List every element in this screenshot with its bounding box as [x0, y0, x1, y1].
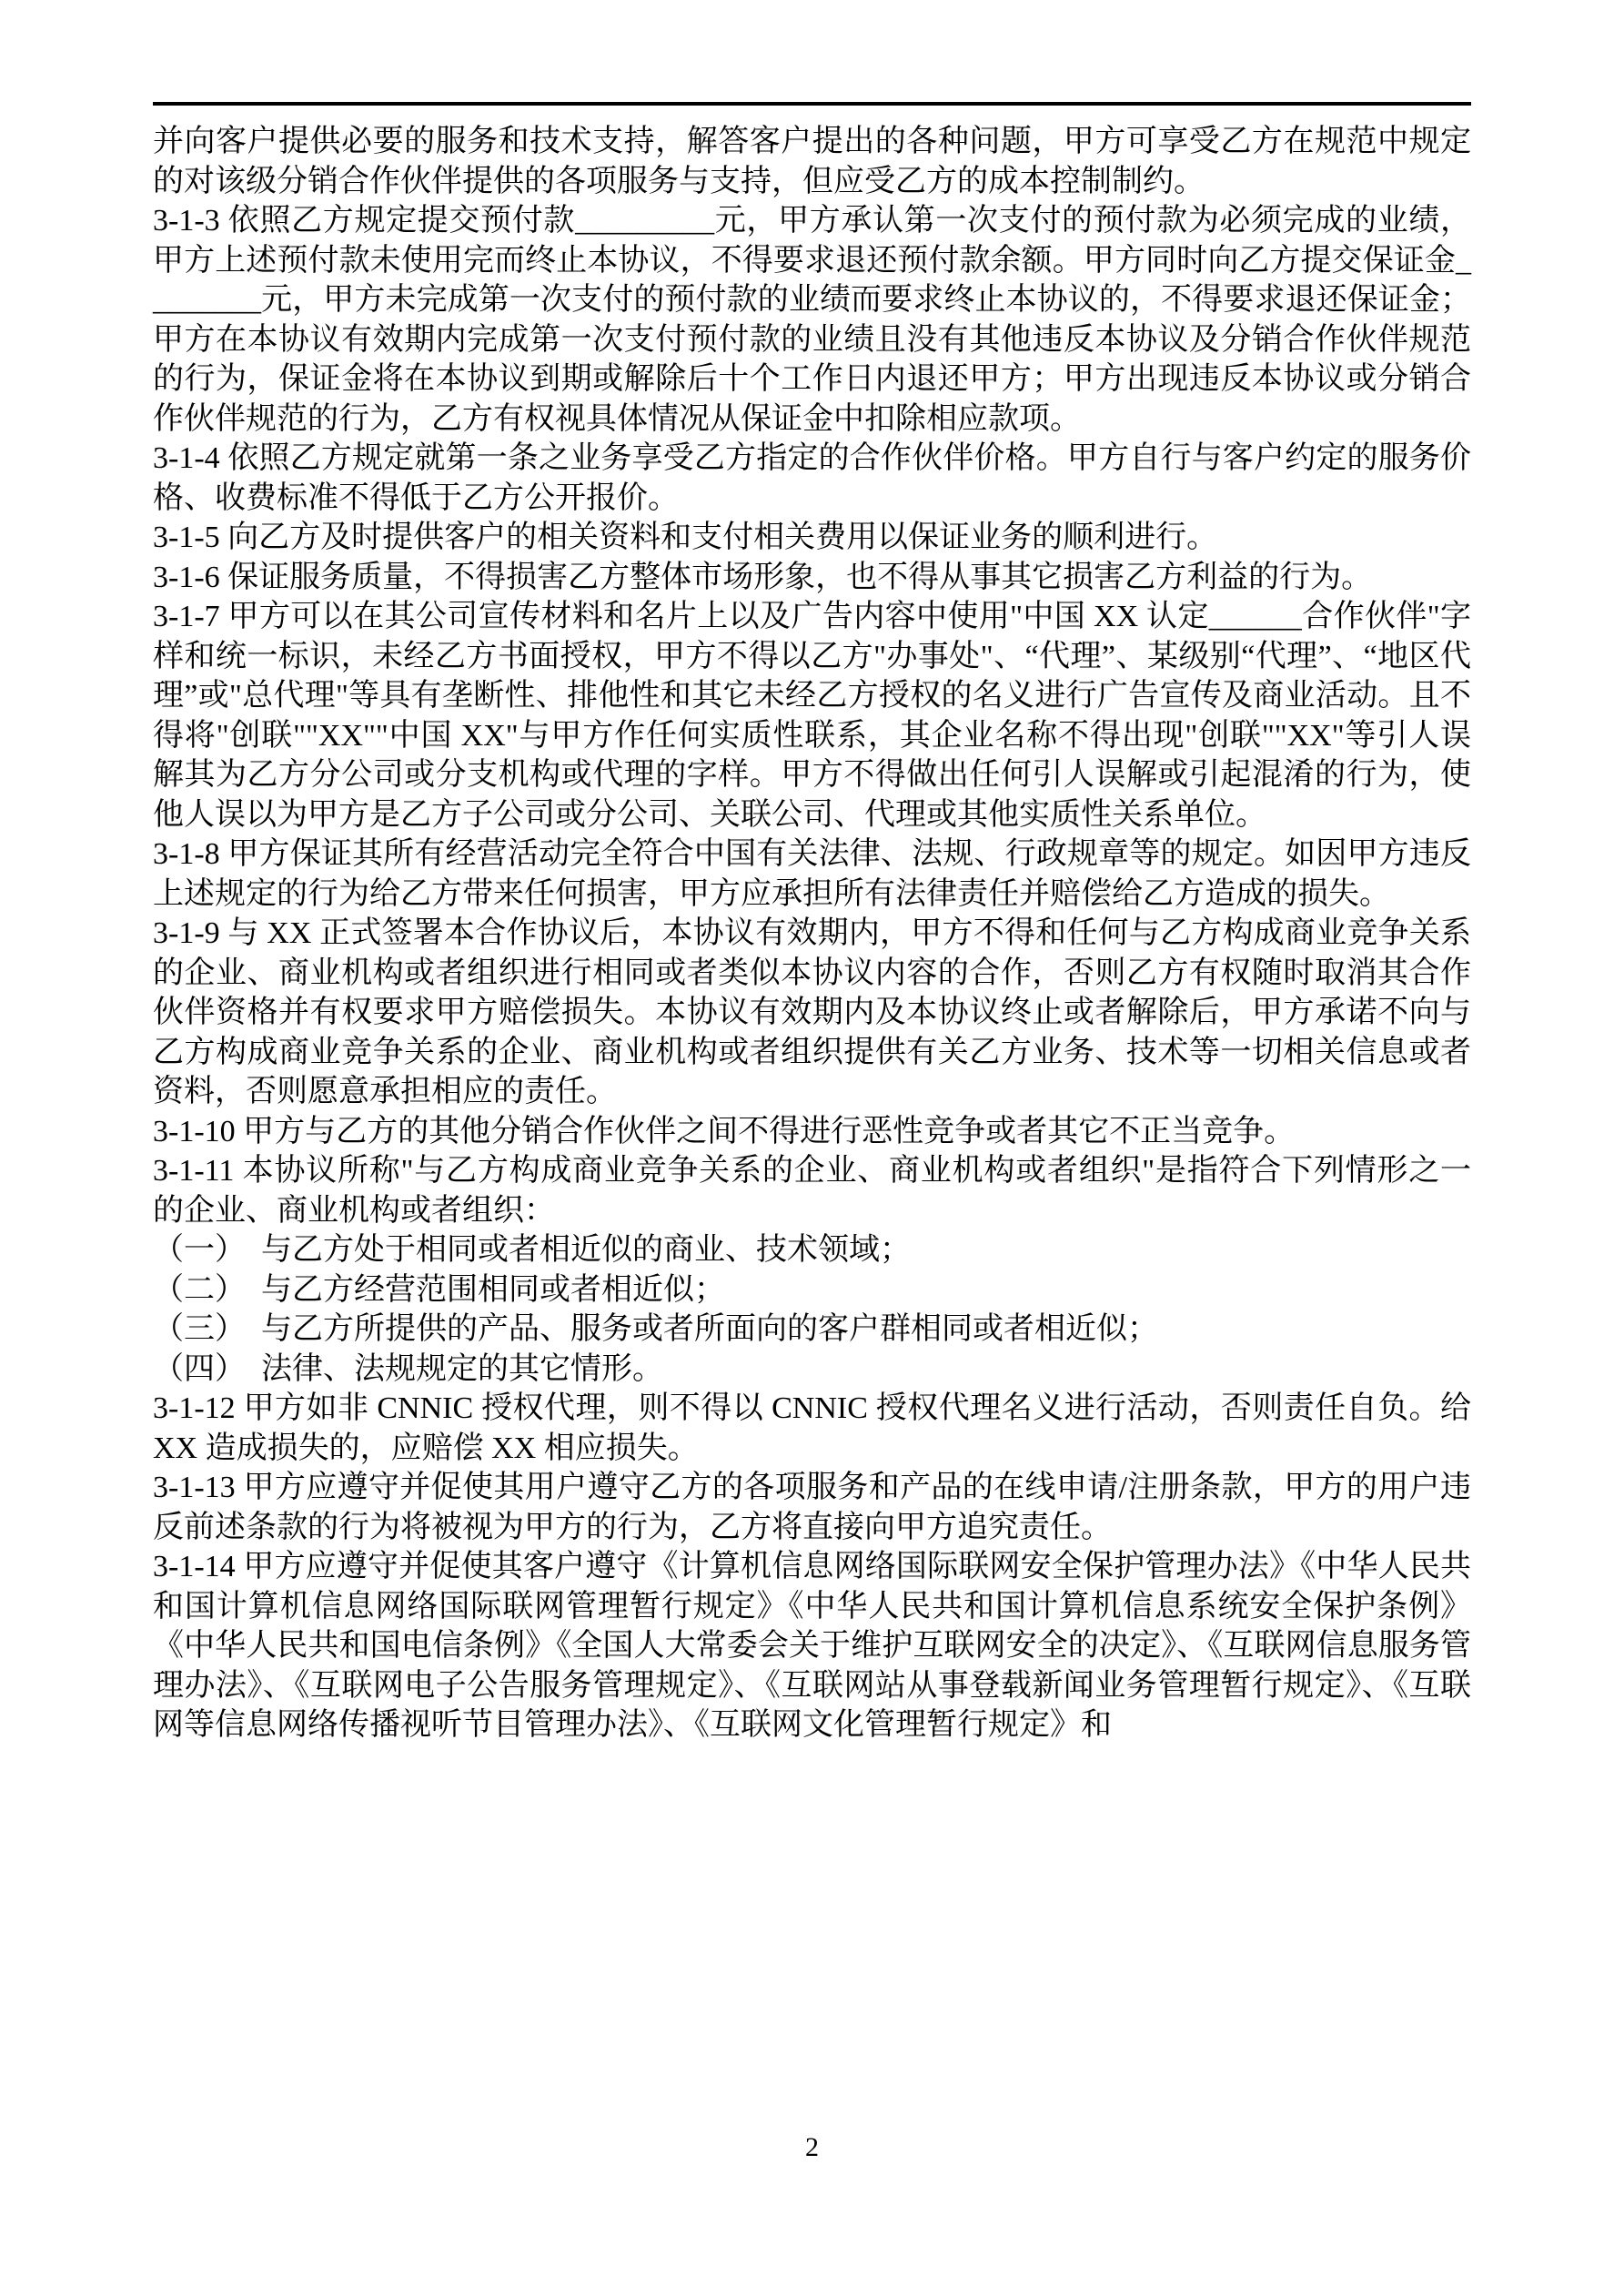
list-item-3: （三） 与乙方所提供的产品、服务或者所面向的客户群相同或者相近似； — [153, 1312, 1158, 1346]
clause-3-1-9: 3-1-9 与 XX 正式签署本合作协议后，本协议有效期内，甲方不得和任何与乙方构成商业竞争关系的企业、商业机构或者组织进行相同或者类似本协议内容的合作，否则乙方有权随时取消其合作伙伴资格并有权要求甲方赔偿损失。本协议有效期内及本协议终止或者解除后，甲方承诺不向与乙方构成商业竞争关系的企业、商业机构或者组织提供有关乙方业务、技术等一切相关信息或者资料，否则愿意承担相应的责任。 — [153, 916, 1471, 1108]
clause-3-1-7: 3-1-7 甲方可以在其公司宣传材料和名片上以及广告内容中使用"中国 XX 认定______合作伙伴"字样和统一标识，未经乙方书面授权，甲方不得以乙方"办事处"、“代理”、某级别“代理”、“地区代理”或"总代理"等具有垄断性、排他性和其它未经乙方授权的名义进行广告宣传及商业活动。且不得将"创联""XX""中国 XX"与甲方作任何实质性联系，其企业名称不得出现"创联""XX"等引人误解其为乙方分公司或分支机构或代理的字样。甲方不得做出任何引人误解或引起混淆的行为，使他人误以为甲方是乙方子公司或分公司、关联公司、代理或其他实质性关系单位。 — [153, 600, 1471, 832]
page-number: 2 — [805, 2132, 819, 2162]
clause-3-1-8: 3-1-8 甲方保证其所有经营活动完全符合中国有关法律、法规、行政规章等的规定。如因甲方违反上述规定的行为给乙方带来任何损害，甲方应承担所有法律责任并赔偿给乙方造成的损失。 — [153, 837, 1471, 911]
list-item-4: （四） 法律、法规规定的其它情形。 — [153, 1351, 663, 1386]
clause-3-1-12: 3-1-12 甲方如非 CNNIC 授权代理，则不得以 CNNIC 授权代理名义进行活动，否则责任自负。给 XX 造成损失的，应赔偿 XX 相应损失。 — [153, 1391, 1471, 1465]
clause-3-1-13: 3-1-13 甲方应遵守并促使其用户遵守乙方的各项服务和产品的在线申请/注册条款，甲方的用户违反前述条款的行为将被视为甲方的行为，乙方将直接向甲方追究责任。 — [153, 1471, 1471, 1544]
clause-3-1-11: 3-1-11 本协议所称"与乙方构成商业竞争关系的企业、商业机构或者组织"是指符合下列情形之一的企业、商业机构或者组织： — [153, 1154, 1471, 1228]
clause-3-1-3: 3-1-3 依照乙方规定提交预付款_________元，甲方承认第一次支付的预付款为必须完成的业绩，甲方上述预付款未使用完而终止本协议，不得要求退还预付款余额。甲方同时向乙方提交保证金________元，甲方未完成第一次支付的预付款的业绩而要求终止本协议的，不得要求退还保证金；甲方在本协议有效期内完成第一次支付预付款的业绩且没有其他违反本协议及分销合作伙伴规范的行为，保证金将在本协议到期或解除后十个工作日内退还甲方；甲方出现违反本协议或分销合作伙伴规范的行为，乙方有权视具体情况从保证金中扣除相应款项。 — [153, 204, 1471, 436]
clause-3-1-14: 3-1-14 甲方应遵守并促使其客户遵守《计算机信息网络国际联网安全保护管理办法》《中华人民共和国计算机信息网络国际联网管理暂行规定》《中华人民共和国计算机信息系统安全保护条例》《中华人民共和国电信条例》《全国人大常委会关于维护互联网安全的决定》、《互联网信息服务管理办法》、《互联网电子公告服务管理规定》、《互联网站从事登载新闻业务管理暂行规定》、《互联网等信息网络传播视听节目管理办法》、《互联网文化管理暂行规定》和 — [153, 1550, 1471, 1742]
document-body — [153, 102, 1471, 1745]
clause-3-1-10: 3-1-10 甲方与乙方的其他分销合作伙伴之间不得进行恶性竞争或者其它不正当竞争。 — [153, 1114, 1296, 1148]
clause-3-1-5: 3-1-5 向乙方及时提供客户的相关资料和支付相关费用以保证业务的顺利进行。 — [153, 521, 1218, 554]
list-item-1: （一） 与乙方处于相同或者相近似的商业、技术领域； — [153, 1233, 911, 1267]
clause-3-1-4: 3-1-4 依照乙方规定就第一条之业务享受乙方指定的合作伙伴价格。甲方自行与客户约定的服务价格、收费标准不得低于乙方公开报价。 — [153, 441, 1471, 515]
clause-3-1-6: 3-1-6 保证服务质量，不得损害乙方整体市场形象，也不得从事其它损害乙方利益的行为。 — [153, 560, 1373, 594]
paragraph-continuation: 并向客户提供必要的服务和技术支持，解答客户提出的各种问题，甲方可享受乙方在规范中规定的对该级分销合作伙伴提供的各项服务与支持，但应受乙方的成本控制制约。 — [153, 125, 1471, 198]
header-rule — [153, 102, 1471, 106]
list-item-2: （二） 与乙方经营范围相同或者相近似； — [153, 1272, 725, 1307]
